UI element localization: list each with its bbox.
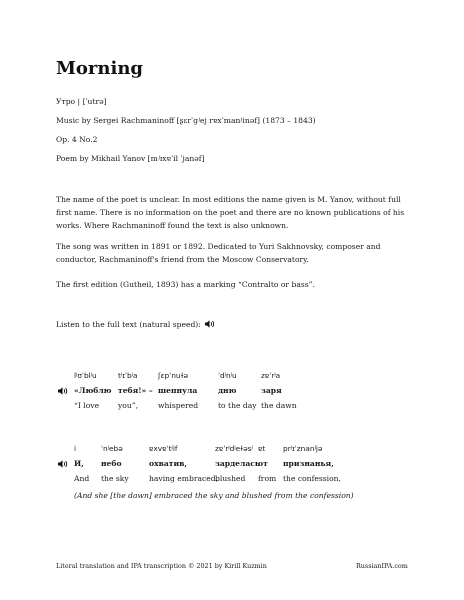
english-word: the dawn — [261, 401, 297, 410]
russian-word: от — [258, 459, 268, 468]
ipa-word: i — [74, 444, 77, 453]
ipa-word: ˈdʲnʲu — [218, 371, 237, 380]
listen-label: Listen to the full text (natural speed): — [56, 320, 201, 329]
ipa-word: zɐˈrʲdʲeɫəsʲ — [215, 444, 253, 453]
english-word: having embraced, — [149, 474, 219, 483]
listen-full-text — [56, 320, 215, 329]
russian-word: охватив, — [149, 459, 188, 468]
english-word: the confession, — [283, 474, 341, 483]
literal-translation: (And she [the dawn] embraced the sky and blushed from the confession) — [74, 491, 354, 500]
speaker-icon[interactable] — [58, 387, 68, 395]
english-word: whispered — [158, 401, 199, 410]
paragraph-poet-info: The name of the poet is unclear. In most editions the name given is M. Yanov, without full first name. There is no information on the poet and there are no known publications of his works. Where Rachmaninoff found the text is also unknown. — [56, 195, 405, 230]
ipa-word: zɐˈrʲa — [261, 371, 281, 380]
speaker-icon[interactable] — [58, 460, 68, 468]
page-title: Morning — [56, 58, 144, 79]
russian-word: зарделась — [215, 459, 261, 468]
english-word: from — [258, 474, 277, 483]
russian-title-line: Утро | [ˈutrə] — [56, 97, 107, 106]
opus-line: Op. 4 No.2 — [56, 135, 98, 144]
footer-copyright: Literal translation and IPA transcription © 2021 by Kirill Kuzmin — [56, 562, 267, 570]
paragraph-first-edition: The first edition (Gutheil, 1893) has a marking “Contralto or bass”. — [56, 280, 315, 289]
composer-line: Music by Sergei Rachmaninoff [ʂɛrˈɡʲej rɐxˈmanʲinəf] (1873 – 1843) — [56, 116, 316, 125]
english-word: you”, — [118, 401, 139, 410]
ipa-word: ʃɛpˈnuɫə — [158, 371, 189, 380]
paragraph-dedication: The song was written in 1891 or 1892. Dedicated to Yuri Sakhnovsky, composer and conductor, Rachmaninoff's friend from the Moscow Conservatory. — [56, 242, 381, 264]
english-word: blushed — [215, 474, 246, 483]
ipa-word: ɐxvɐˈtʲif — [149, 444, 178, 453]
ipa-word: ɐt — [258, 444, 266, 453]
poet-line: Poem by Mikhail Yanov [mʲɪxɐˈil ˈjanəf] — [56, 154, 205, 163]
russian-word: признанья, — [283, 459, 334, 468]
english-word: “I love — [74, 401, 100, 410]
ipa-word: prʲɪˈznanʲjə — [283, 444, 323, 453]
footer-site-link[interactable]: RussianIPA.com — [356, 562, 408, 570]
russian-word: дню — [218, 386, 237, 395]
russian-word: шепнула — [158, 386, 198, 395]
russian-word: И, — [74, 459, 84, 468]
russian-word: небо — [101, 459, 122, 468]
russian-word: заря — [261, 386, 282, 395]
speaker-icon[interactable] — [205, 320, 215, 328]
ipa-word: lʲʊˈblʲu — [74, 371, 97, 380]
english-word: And — [74, 474, 90, 483]
english-word: to the day — [218, 401, 257, 410]
english-word: the sky — [101, 474, 129, 483]
russian-word: тебя!» – — [118, 386, 153, 395]
russian-word: «Люблю — [74, 386, 112, 395]
ipa-word: ˈnʲebə — [101, 444, 123, 453]
ipa-word: tʲɪˈbʲa — [118, 371, 138, 380]
